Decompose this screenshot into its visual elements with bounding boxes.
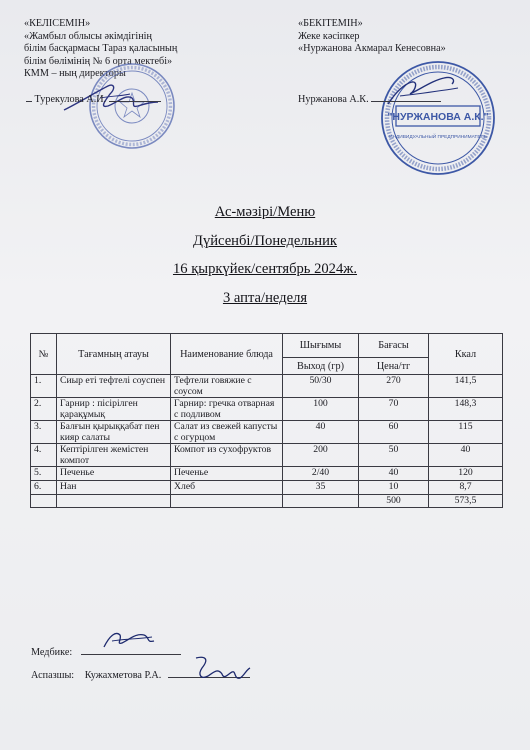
dish-name-kz: Гарнир : пісірілген қарақұмық [57,398,171,421]
stamp-inner-text: ИНДИВИДУАЛЬНЫЙ ПРЕДПРИНИМАТЕЛЬ [389,135,487,140]
table-row [31,421,503,444]
dish-yield: 100 [283,398,359,421]
dish-price: 40 [359,467,429,481]
entrepreneur-name: Нуржанова А.К. [298,94,369,105]
table-total-row [31,495,503,508]
cook-signature [188,652,252,688]
dish-name-ru: Компот из сухофруктов [171,444,283,467]
header-price-kz: Бағасы [359,334,429,358]
row-number: 3. [31,421,57,444]
dish-kcal: 120 [429,467,503,481]
dish-price: 60 [359,421,429,444]
dish-name-ru: Гарнир: гречка отварная с подливом [171,398,283,421]
row-number: 1. [31,375,57,398]
row-number: 6. [31,481,57,495]
menu-week: 3 апта/неделя [222,289,308,306]
menu-day: Дүйсенбі/Понедельник [192,232,338,249]
menu-titles [0,198,530,312]
approval-line: білім бөлімінің № 6 орта мектебі» [24,55,173,67]
dish-name-kz: Балғын қырыққабат пен кияр салаты [57,421,171,444]
nurse-signature [100,627,160,653]
dish-price: 70 [359,398,429,421]
header-name-ru: Наименование блюда [171,334,283,375]
row-number: 2. [31,398,57,421]
dish-price: 10 [359,481,429,495]
table-row [31,444,503,467]
approval-line: КММ – ның директоры [24,68,126,80]
dish-name-kz: Печенье [57,467,171,481]
dish-name-ru: Тефтели говяжие с соусом [171,375,283,398]
dish-kcal: 115 [429,421,503,444]
table-row [31,375,503,398]
dish-yield: 200 [283,444,359,467]
total-price: 500 [359,495,429,508]
dish-yield: 50/30 [283,375,359,398]
table-row [31,481,503,495]
menu-title: Ас-мәзірі/Меню [214,204,316,220]
approval-title-left: «КЕЛІСЕМІН» [24,18,91,29]
dish-kcal: 8,7 [429,481,503,495]
approval-line: «Нуржанова Акмарал Кенесовна» [298,43,446,55]
director-signature-line [26,94,161,105]
dish-yield: 35 [283,481,359,495]
header-kcal: Ккал [429,334,503,375]
cook-label: Аспазшы: [31,670,75,681]
approval-title-right: «БЕКІТЕМІН» [298,18,363,29]
header-price-ru: Цена/тг [359,358,429,375]
header-name-kz: Тағамның атауы [57,334,171,375]
table-row [31,398,503,421]
total-kcal: 573,5 [429,495,503,508]
header-yield-kz: Шығымы [283,334,359,358]
dish-kcal: 40 [429,444,503,467]
dish-name-kz: Нан [57,481,171,495]
director-name: Турекулова А.И. [34,94,107,105]
header-yield-ru: Выход (гр) [283,358,359,375]
table-row [31,467,503,481]
dish-yield: 2/40 [283,467,359,481]
dish-price: 50 [359,444,429,467]
dish-kcal: 148,3 [429,398,503,421]
entrepreneur-signature-line [298,94,441,105]
menu-date: 16 қыркүйек/сентябрь 2024ж. [172,261,358,277]
menu-table [30,333,503,508]
dish-name-ru: Печенье [171,467,283,481]
dish-yield: 40 [283,421,359,444]
dish-name-kz: Сиыр еті тефтелі соуспен [57,375,171,398]
stamp-name-text: "НУРЖАНОВА А.К." [387,111,489,123]
table-header-row [31,334,503,358]
dish-name-ru: Салат из свежей капусты с огурцом [171,421,283,444]
dish-name-ru: Хлеб [171,481,283,495]
nurse-label: Медбике: [31,647,73,658]
row-number: 5. [31,467,57,481]
dish-name-kz: Кептірілген жемістен компот [57,444,171,467]
approval-line: Жеке кәсіпкер [298,30,360,42]
dish-price: 270 [359,375,429,398]
header-number: № [31,334,57,375]
approval-line: «Жамбыл облысы әкімдігінің [24,30,152,42]
approval-line: білім басқармасы Тараз қаласының [24,43,178,55]
dish-kcal: 141,5 [429,375,503,398]
cook-name: Кужахметова Р.А. [84,670,162,681]
approval-block-right [298,18,446,56]
row-number: 4. [31,444,57,467]
